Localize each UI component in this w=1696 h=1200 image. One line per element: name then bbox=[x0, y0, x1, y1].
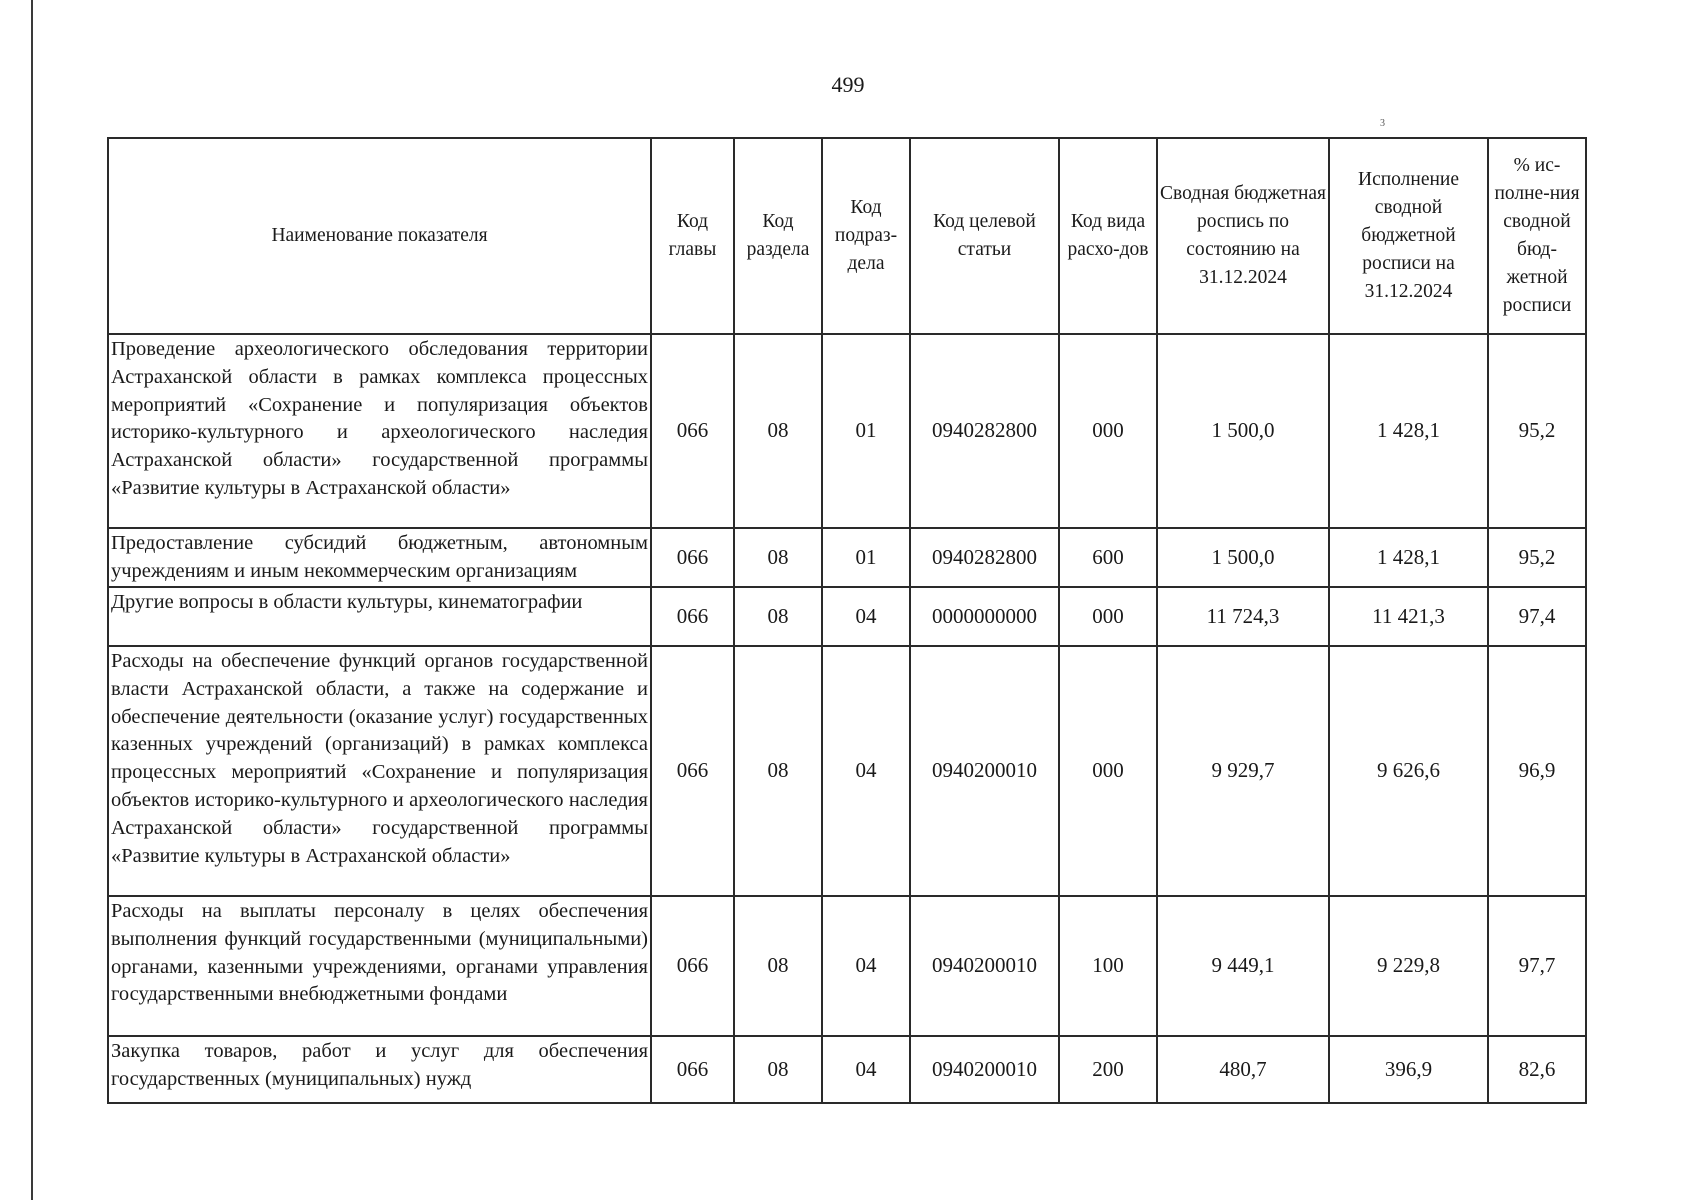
row-name: Расходы на выплаты персоналу в целях обеспечения выполнения функций государственными (муниципальными) органами, казенными учреждениями, органами управления государственными внебюджетными фондами bbox=[108, 896, 651, 1036]
table-row bbox=[108, 587, 1586, 646]
row-target-article-code: 0940282800 bbox=[910, 528, 1059, 587]
scan-mark: 3 bbox=[1380, 118, 1385, 129]
row-section-code: 08 bbox=[734, 587, 822, 646]
row-target-article-code: 0940200010 bbox=[910, 1036, 1059, 1103]
row-execution-percent: 95,2 bbox=[1488, 528, 1586, 587]
row-chapter-code: 066 bbox=[651, 646, 734, 896]
row-section-code: 08 bbox=[734, 646, 822, 896]
row-section-code: 08 bbox=[734, 896, 822, 1036]
page-number: 499 bbox=[831, 72, 865, 97]
page-edge-line bbox=[31, 0, 33, 1200]
row-expense-type-code: 000 bbox=[1059, 587, 1157, 646]
row-subsection-code: 04 bbox=[822, 1036, 910, 1103]
row-budget-execution: 1 428,1 bbox=[1329, 528, 1488, 587]
row-section-code: 08 bbox=[734, 528, 822, 587]
header-chapter-code: Код главы bbox=[651, 138, 734, 334]
row-chapter-code: 066 bbox=[651, 528, 734, 587]
row-execution-percent: 95,2 bbox=[1488, 334, 1586, 528]
row-budget-plan: 1 500,0 bbox=[1157, 334, 1329, 528]
row-execution-percent: 97,7 bbox=[1488, 896, 1586, 1036]
row-expense-type-code: 000 bbox=[1059, 646, 1157, 896]
header-section-code: Код раздела bbox=[734, 138, 822, 334]
header-name: Наименование показателя bbox=[108, 138, 651, 334]
row-budget-plan: 9 449,1 bbox=[1157, 896, 1329, 1036]
row-execution-percent: 96,9 bbox=[1488, 646, 1586, 896]
row-subsection-code: 04 bbox=[822, 646, 910, 896]
row-subsection-code: 01 bbox=[822, 334, 910, 528]
table-row bbox=[108, 896, 1586, 1036]
row-name: Закупка товаров, работ и услуг для обеспечения государственных (муниципальных) нужд bbox=[108, 1036, 651, 1103]
row-budget-execution: 396,9 bbox=[1329, 1036, 1488, 1103]
row-chapter-code: 066 bbox=[651, 1036, 734, 1103]
header-execution-percent: % ис-полне-ния сводной бюд-жетной росписи bbox=[1488, 138, 1586, 334]
row-chapter-code: 066 bbox=[651, 896, 734, 1036]
header-budget-execution: Исполнение сводной бюджетной росписи на 31.12.2024 bbox=[1329, 138, 1488, 334]
table-row bbox=[108, 528, 1586, 587]
row-budget-execution: 11 421,3 bbox=[1329, 587, 1488, 646]
row-budget-plan: 11 724,3 bbox=[1157, 587, 1329, 646]
row-subsection-code: 04 bbox=[822, 896, 910, 1036]
row-execution-percent: 97,4 bbox=[1488, 587, 1586, 646]
row-budget-plan: 9 929,7 bbox=[1157, 646, 1329, 896]
header-target-article-code: Код целевой статьи bbox=[910, 138, 1059, 334]
row-name: Другие вопросы в области культуры, кинематографии bbox=[108, 587, 651, 646]
row-budget-execution: 9 626,6 bbox=[1329, 646, 1488, 896]
row-target-article-code: 0940200010 bbox=[910, 646, 1059, 896]
row-target-article-code: 0940282800 bbox=[910, 334, 1059, 528]
row-subsection-code: 01 bbox=[822, 528, 910, 587]
row-target-article-code: 0940200010 bbox=[910, 896, 1059, 1036]
row-chapter-code: 066 bbox=[651, 587, 734, 646]
row-budget-execution: 1 428,1 bbox=[1329, 334, 1488, 528]
row-execution-percent: 82,6 bbox=[1488, 1036, 1586, 1103]
row-budget-plan: 1 500,0 bbox=[1157, 528, 1329, 587]
row-expense-type-code: 000 bbox=[1059, 334, 1157, 528]
row-expense-type-code: 100 bbox=[1059, 896, 1157, 1036]
table-row bbox=[108, 334, 1586, 528]
row-budget-plan: 480,7 bbox=[1157, 1036, 1329, 1103]
row-name: Расходы на обеспечение функций органов государственной власти Астраханской области, а также на содержание и обеспечение деятельности (оказание услуг) государственных казенных учреждений (организаций) в рамках комплекса процессных мероприятий «Сохранение и популяризация объектов историко-культурного и археологического наследия Астраханской области» государственной программы «Развитие культуры в Астраханской области» bbox=[108, 646, 651, 896]
row-subsection-code: 04 bbox=[822, 587, 910, 646]
header-subsection-code: Код подраз-дела bbox=[822, 138, 910, 334]
row-name: Предоставление субсидий бюджетным, автономным учреждениям и иным некоммерческим организациям bbox=[108, 528, 651, 587]
table-row bbox=[108, 646, 1586, 896]
header-expense-type-code: Код вида расхо-дов bbox=[1059, 138, 1157, 334]
header-budget-plan: Сводная бюджетная роспись по состоянию на 31.12.2024 bbox=[1157, 138, 1329, 334]
row-section-code: 08 bbox=[734, 334, 822, 528]
table-header-row bbox=[108, 138, 1586, 334]
row-expense-type-code: 600 bbox=[1059, 528, 1157, 587]
row-name: Проведение археологического обследования территории Астраханской области в рамках комплекса процессных мероприятий «Сохранение и популяризация объектов историко-культурного и археологического наследия Астраханской области» государственной программы «Развитие культуры в Астраханской области» bbox=[108, 334, 651, 528]
row-section-code: 08 bbox=[734, 1036, 822, 1103]
row-target-article-code: 0000000000 bbox=[910, 587, 1059, 646]
budget-execution-table bbox=[107, 137, 1587, 1104]
row-chapter-code: 066 bbox=[651, 334, 734, 528]
row-expense-type-code: 200 bbox=[1059, 1036, 1157, 1103]
table-row bbox=[108, 1036, 1586, 1103]
row-budget-execution: 9 229,8 bbox=[1329, 896, 1488, 1036]
